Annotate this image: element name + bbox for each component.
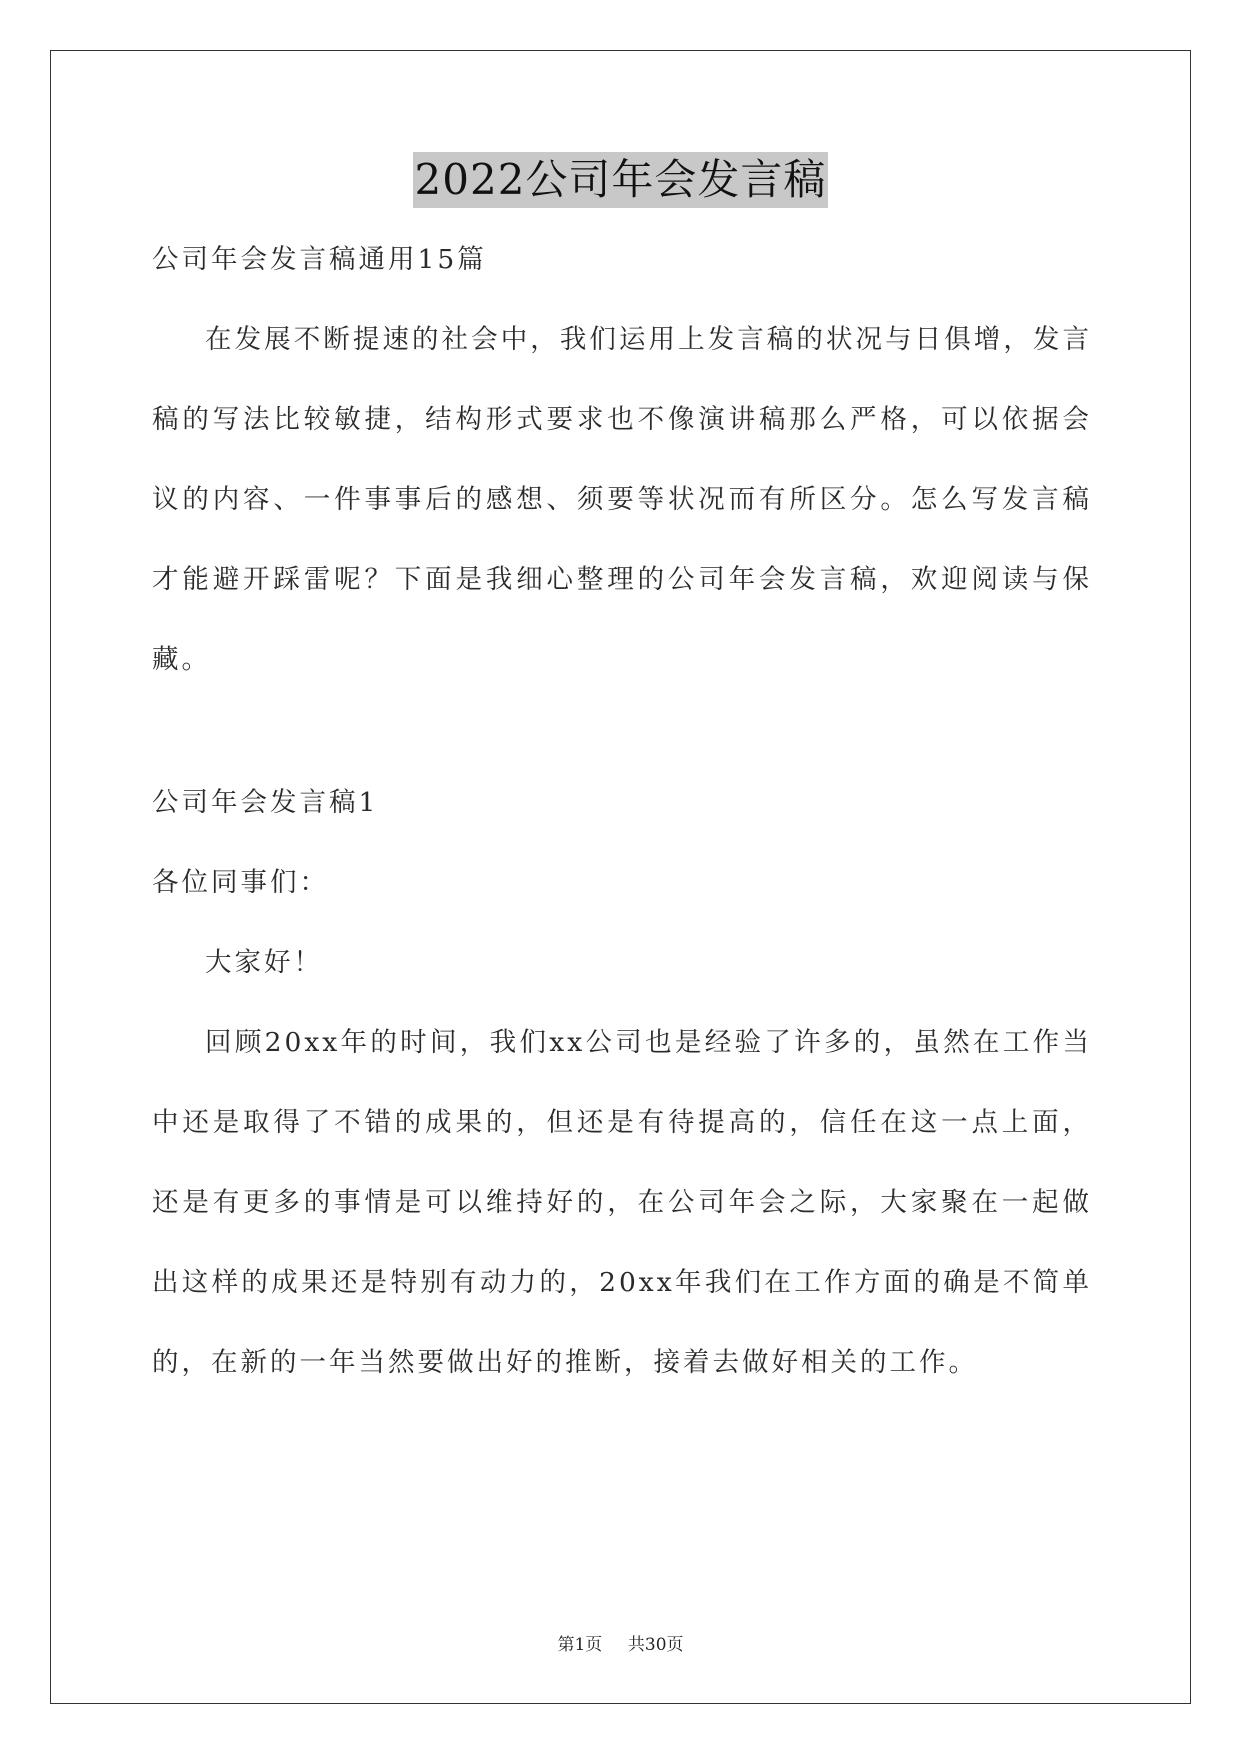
greeting: 大家好！ xyxy=(205,947,323,978)
intro-paragraph: 在发展不断提速的社会中，我们运用上发言稿的状况与日俱增，发言稿的写法比较敏捷，结构形式要求也不像演讲稿那么严格，可以依据会议的内容、一件事事后的感想、须要等状况而有所区分。怎么写发言稿才能避开踩雷呢？下面是我细心整理的公司年会发言稿，欢迎阅读与保藏。 xyxy=(152,324,1092,675)
page-total: 共30页 xyxy=(627,1635,684,1655)
section-heading: 公司年会发言稿1 xyxy=(152,787,379,818)
document-body xyxy=(152,232,1092,1403)
title-container xyxy=(0,152,1241,208)
document-title: 2022公司年会发言稿 xyxy=(413,152,829,208)
page-number: 第1页 xyxy=(557,1635,603,1655)
salutation: 各位同事们： xyxy=(152,867,329,898)
section-spacer xyxy=(152,700,1092,775)
body-paragraph: 回顾20xx年的时间，我们xx公司也是经验了许多的，虽然在工作当中还是取得了不错的成果的，但还是有待提高的，信任在这一点上面，还是有更多的事情是可以维持好的，在公司年会之际，大家聚在一起做出这样的成果还是特别有动力的，20xx年我们在工作方面的确是不简单的，在新的一年当然要做出好的推断，接着去做好相关的工作。 xyxy=(152,1027,1092,1378)
page-footer xyxy=(0,1630,1241,1655)
document-subtitle: 公司年会发言稿通用15篇 xyxy=(152,244,487,275)
